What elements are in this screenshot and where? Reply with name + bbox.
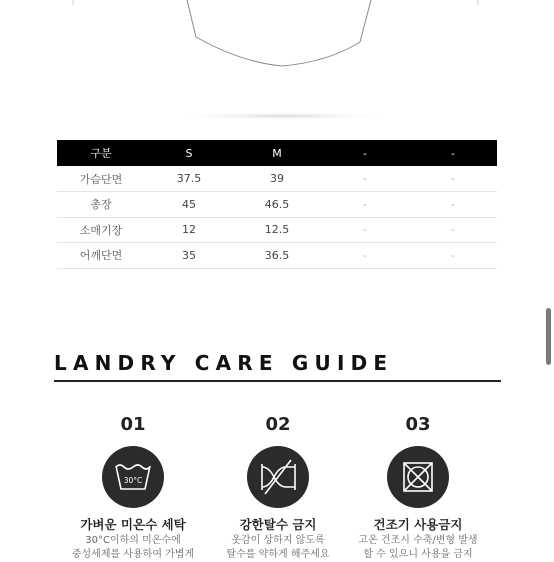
row-label: 가슴단면	[57, 166, 145, 192]
care-item-number: 03	[405, 414, 431, 435]
care-item-desc-line: 옷감이 상하지 않도록	[231, 535, 325, 546]
table-cell: 12.5	[233, 217, 321, 243]
table-row	[57, 217, 497, 243]
table-cell: -	[321, 166, 409, 192]
no-tumble-dry-icon	[387, 446, 449, 508]
care-guide-title: LANDRY CARE GUIDE	[54, 351, 394, 375]
table-cell: -	[409, 192, 497, 218]
table-cell: 36.5	[233, 243, 321, 269]
care-guide-divider	[54, 380, 501, 382]
wash-temperature-label: 30°C	[123, 476, 143, 485]
table-cell: 12	[145, 217, 233, 243]
care-item-no-dryer	[348, 414, 488, 560]
care-item-desc-line: 고온 건조시 수축/변형 발생	[358, 535, 478, 546]
table-cell: 39	[233, 166, 321, 192]
row-label: 어깨단면	[57, 243, 145, 269]
table-row	[57, 192, 497, 218]
care-item-desc-line: 할 수 있으니 사용을 금지	[363, 549, 473, 560]
care-item-desc	[208, 534, 348, 562]
table-header-row	[57, 140, 497, 166]
care-item-desc	[63, 534, 203, 562]
care-item-label: 강한탈수 금지	[239, 517, 317, 532]
wash-30c-icon	[102, 446, 164, 508]
header-size-s: S	[145, 140, 233, 166]
table-row	[57, 166, 497, 192]
header-size-empty: -	[321, 140, 409, 166]
header-size-empty: -	[409, 140, 497, 166]
row-label: 총장	[57, 192, 145, 218]
row-label: 소매기장	[57, 217, 145, 243]
table-cell: 46.5	[233, 192, 321, 218]
table-cell: 45	[145, 192, 233, 218]
header-size-m: M	[233, 140, 321, 166]
care-item-desc-line: 중성세제를 사용하여 가볍게	[71, 549, 195, 560]
table-cell: -	[321, 217, 409, 243]
header-category: 구분	[57, 140, 145, 166]
care-item-no-wring	[208, 414, 348, 560]
table-cell: -	[321, 243, 409, 269]
care-item-number: 01	[120, 414, 146, 435]
care-item-number: 02	[265, 414, 291, 435]
scrollbar-thumb[interactable]	[546, 308, 551, 365]
care-item-label: 건조기 사용금지	[373, 517, 463, 532]
care-item-label: 가벼운 미온수 세탁	[80, 517, 186, 532]
size-table	[57, 140, 497, 269]
no-wring-icon	[247, 446, 309, 508]
table-cell: 37.5	[145, 166, 233, 192]
table-cell: -	[321, 192, 409, 218]
table-cell: 35	[145, 243, 233, 269]
care-item-desc-line: 30°C이하의 미온수에	[85, 535, 181, 546]
garment-photo	[0, 0, 554, 130]
care-item-desc	[348, 534, 488, 562]
table-cell: -	[409, 243, 497, 269]
table-cell: -	[409, 217, 497, 243]
care-item-desc-line: 탈수를 약하게 해주세요	[226, 549, 330, 560]
care-item-wash	[63, 414, 203, 560]
table-cell: -	[409, 166, 497, 192]
table-row	[57, 243, 497, 269]
